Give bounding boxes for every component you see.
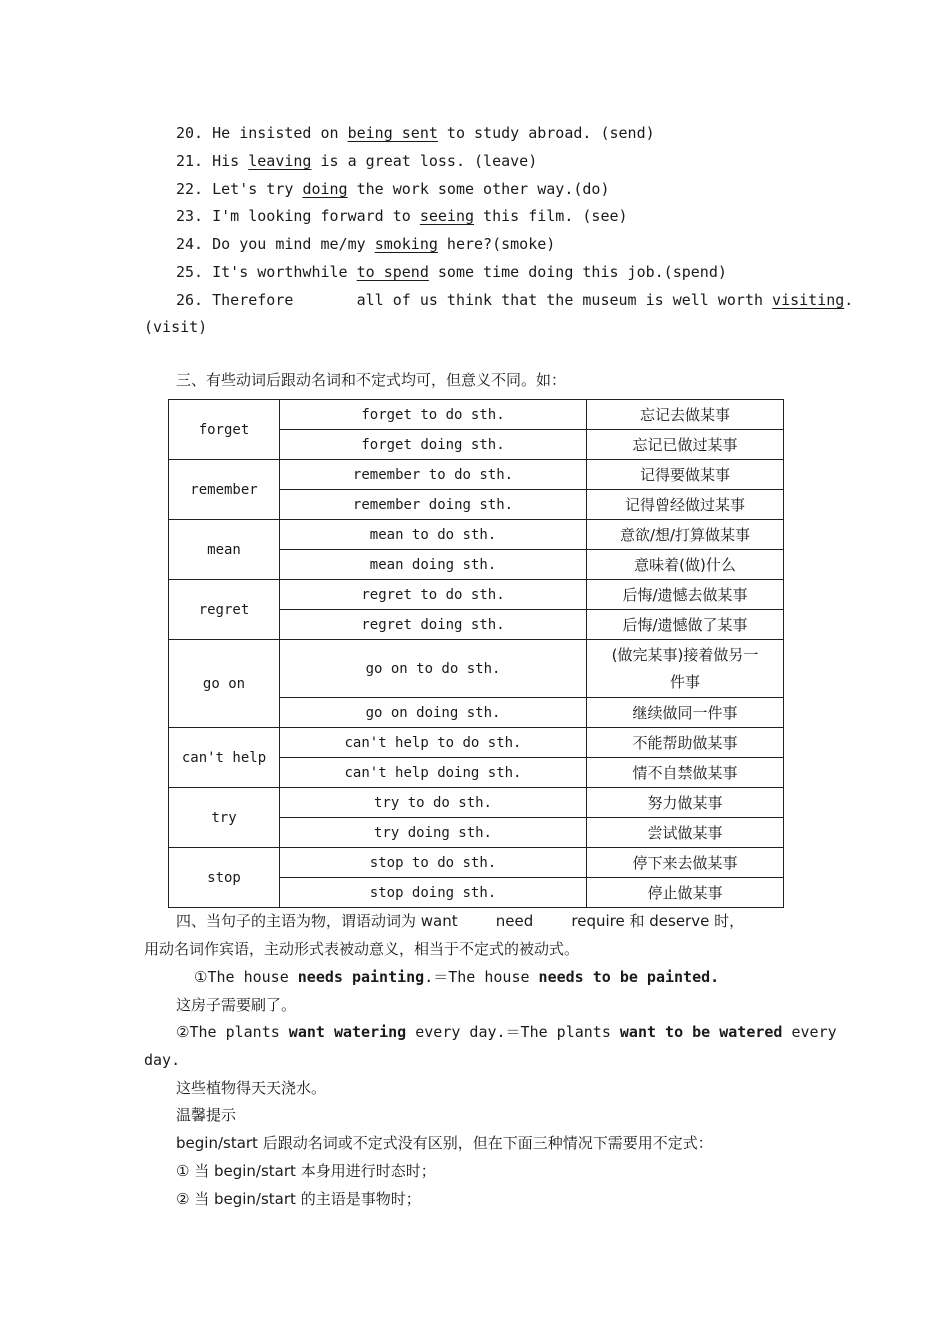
example-sentence-2: ②The plants want watering every day.＝The plants want to be watered every xyxy=(176,1023,837,1041)
table-row xyxy=(169,460,784,490)
verb-cell: remember xyxy=(169,460,280,520)
meaning-cell: 后悔/遗憾做了某事 xyxy=(587,610,784,640)
pattern-cell: mean to do sth. xyxy=(280,520,587,550)
answer-blank: visiting xyxy=(772,291,845,309)
exercise-item: 26. Therefore all of us think that the museum is well worth visiting. xyxy=(176,291,854,309)
exercise-item: 24. Do you mind me/my smoking here?(smoke) xyxy=(176,235,556,253)
meaning-cell: 努力做某事 xyxy=(587,788,784,818)
exercise-item: 25. It's worthwhile to spend some time doing this job.(spend) xyxy=(176,263,727,281)
verb-cell: stop xyxy=(169,848,280,908)
tip-item: ① 当 begin/start 本身用进行时态时； xyxy=(176,1162,436,1180)
section4-line1: 四、当句子的主语为物，谓语动词为 want need require 和 deserve 时， xyxy=(176,912,745,930)
verb-cell: forget xyxy=(169,400,280,460)
pattern-cell: remember doing sth. xyxy=(280,490,587,520)
pattern-cell: can't help doing sth. xyxy=(280,758,587,788)
example-translation-2: 这些植物得天天浇水。 xyxy=(176,1079,327,1097)
example-translation-1: 这房子需要刷了。 xyxy=(176,996,297,1014)
meaning-cell: 尝试做某事 xyxy=(587,818,784,848)
table-row xyxy=(169,788,784,818)
table-row xyxy=(169,728,784,758)
meaning-cell: 忘记已做过某事 xyxy=(587,430,784,460)
meaning-cell: 情不自禁做某事 xyxy=(587,758,784,788)
meaning-cell: 继续做同一件事 xyxy=(587,698,784,728)
verb-cell: can't help xyxy=(169,728,280,788)
example-sentence-1: ①The house needs painting.＝The house needs to be painted. xyxy=(194,968,720,986)
exercise-item: 23. I'm looking forward to seeing this film. (see) xyxy=(176,207,628,225)
meaning-cell: (做完某事)接着做另一件事 xyxy=(587,640,784,698)
table-row xyxy=(169,400,784,430)
answer-blank: doing xyxy=(302,180,348,198)
exercise-item: 20. He insisted on being sent to study abroad. (send) xyxy=(176,124,655,142)
table-row xyxy=(169,580,784,610)
verb-cell: mean xyxy=(169,520,280,580)
table-row xyxy=(169,640,784,698)
pattern-cell: go on to do sth. xyxy=(280,640,587,698)
answer-blank: seeing xyxy=(419,207,475,225)
tip-title: 温馨提示 xyxy=(176,1106,237,1124)
verb-cell: try xyxy=(169,788,280,848)
verb-cell: regret xyxy=(169,580,280,640)
pattern-cell: forget to do sth. xyxy=(280,400,587,430)
meaning-cell: 意欲/想/打算做某事 xyxy=(587,520,784,550)
meaning-cell: 不能帮助做某事 xyxy=(587,728,784,758)
exercise-item: 21. His leaving is a great loss. (leave) xyxy=(176,152,538,170)
answer-blank: smoking xyxy=(374,235,438,253)
pattern-cell: regret doing sth. xyxy=(280,610,587,640)
meaning-cell: 意味着(做)什么 xyxy=(587,550,784,580)
answer-blank: being sent xyxy=(347,124,438,142)
pattern-cell: stop to do sth. xyxy=(280,848,587,878)
verb-cell: go on xyxy=(169,640,280,728)
answer-blank: to spend xyxy=(356,263,429,281)
pattern-cell: go on doing sth. xyxy=(280,698,587,728)
pattern-cell: try to do sth. xyxy=(280,788,587,818)
meaning-cell: 记得曾经做过某事 xyxy=(587,490,784,520)
section-heading: 三、有些动词后跟动名词和不定式均可，但意义不同。如： xyxy=(176,371,567,389)
exercise-continuation: (visit) xyxy=(144,318,208,336)
pattern-cell: mean doing sth. xyxy=(280,550,587,580)
table-row xyxy=(169,848,784,878)
meaning-cell: 忘记去做某事 xyxy=(587,400,784,430)
verb-comparison-table xyxy=(168,399,784,908)
tip-line: begin/start 后跟动名词或不定式没有区别，但在下面三种情况下需要用不定式： xyxy=(176,1134,713,1152)
meaning-cell: 停下来去做某事 xyxy=(587,848,784,878)
answer-blank: leaving xyxy=(248,152,312,170)
section4-line2: 用动名词作宾语，主动形式表被动意义，相当于不定式的被动式。 xyxy=(144,940,580,958)
example-continuation-2: day. xyxy=(144,1051,181,1069)
pattern-cell: try doing sth. xyxy=(280,818,587,848)
meaning-cell: 停止做某事 xyxy=(587,878,784,908)
meaning-cell: 记得要做某事 xyxy=(587,460,784,490)
pattern-cell: can't help to do sth. xyxy=(280,728,587,758)
tip-item: ② 当 begin/start 的主语是事物时； xyxy=(176,1190,421,1208)
pattern-cell: regret to do sth. xyxy=(280,580,587,610)
pattern-cell: remember to do sth. xyxy=(280,460,587,490)
pattern-cell: stop doing sth. xyxy=(280,878,587,908)
meaning-cell: 后悔/遗憾去做某事 xyxy=(587,580,784,610)
table-row xyxy=(169,520,784,550)
pattern-cell: forget doing sth. xyxy=(280,430,587,460)
exercise-item: 22. Let's try doing the work some other way.(do) xyxy=(176,180,610,198)
